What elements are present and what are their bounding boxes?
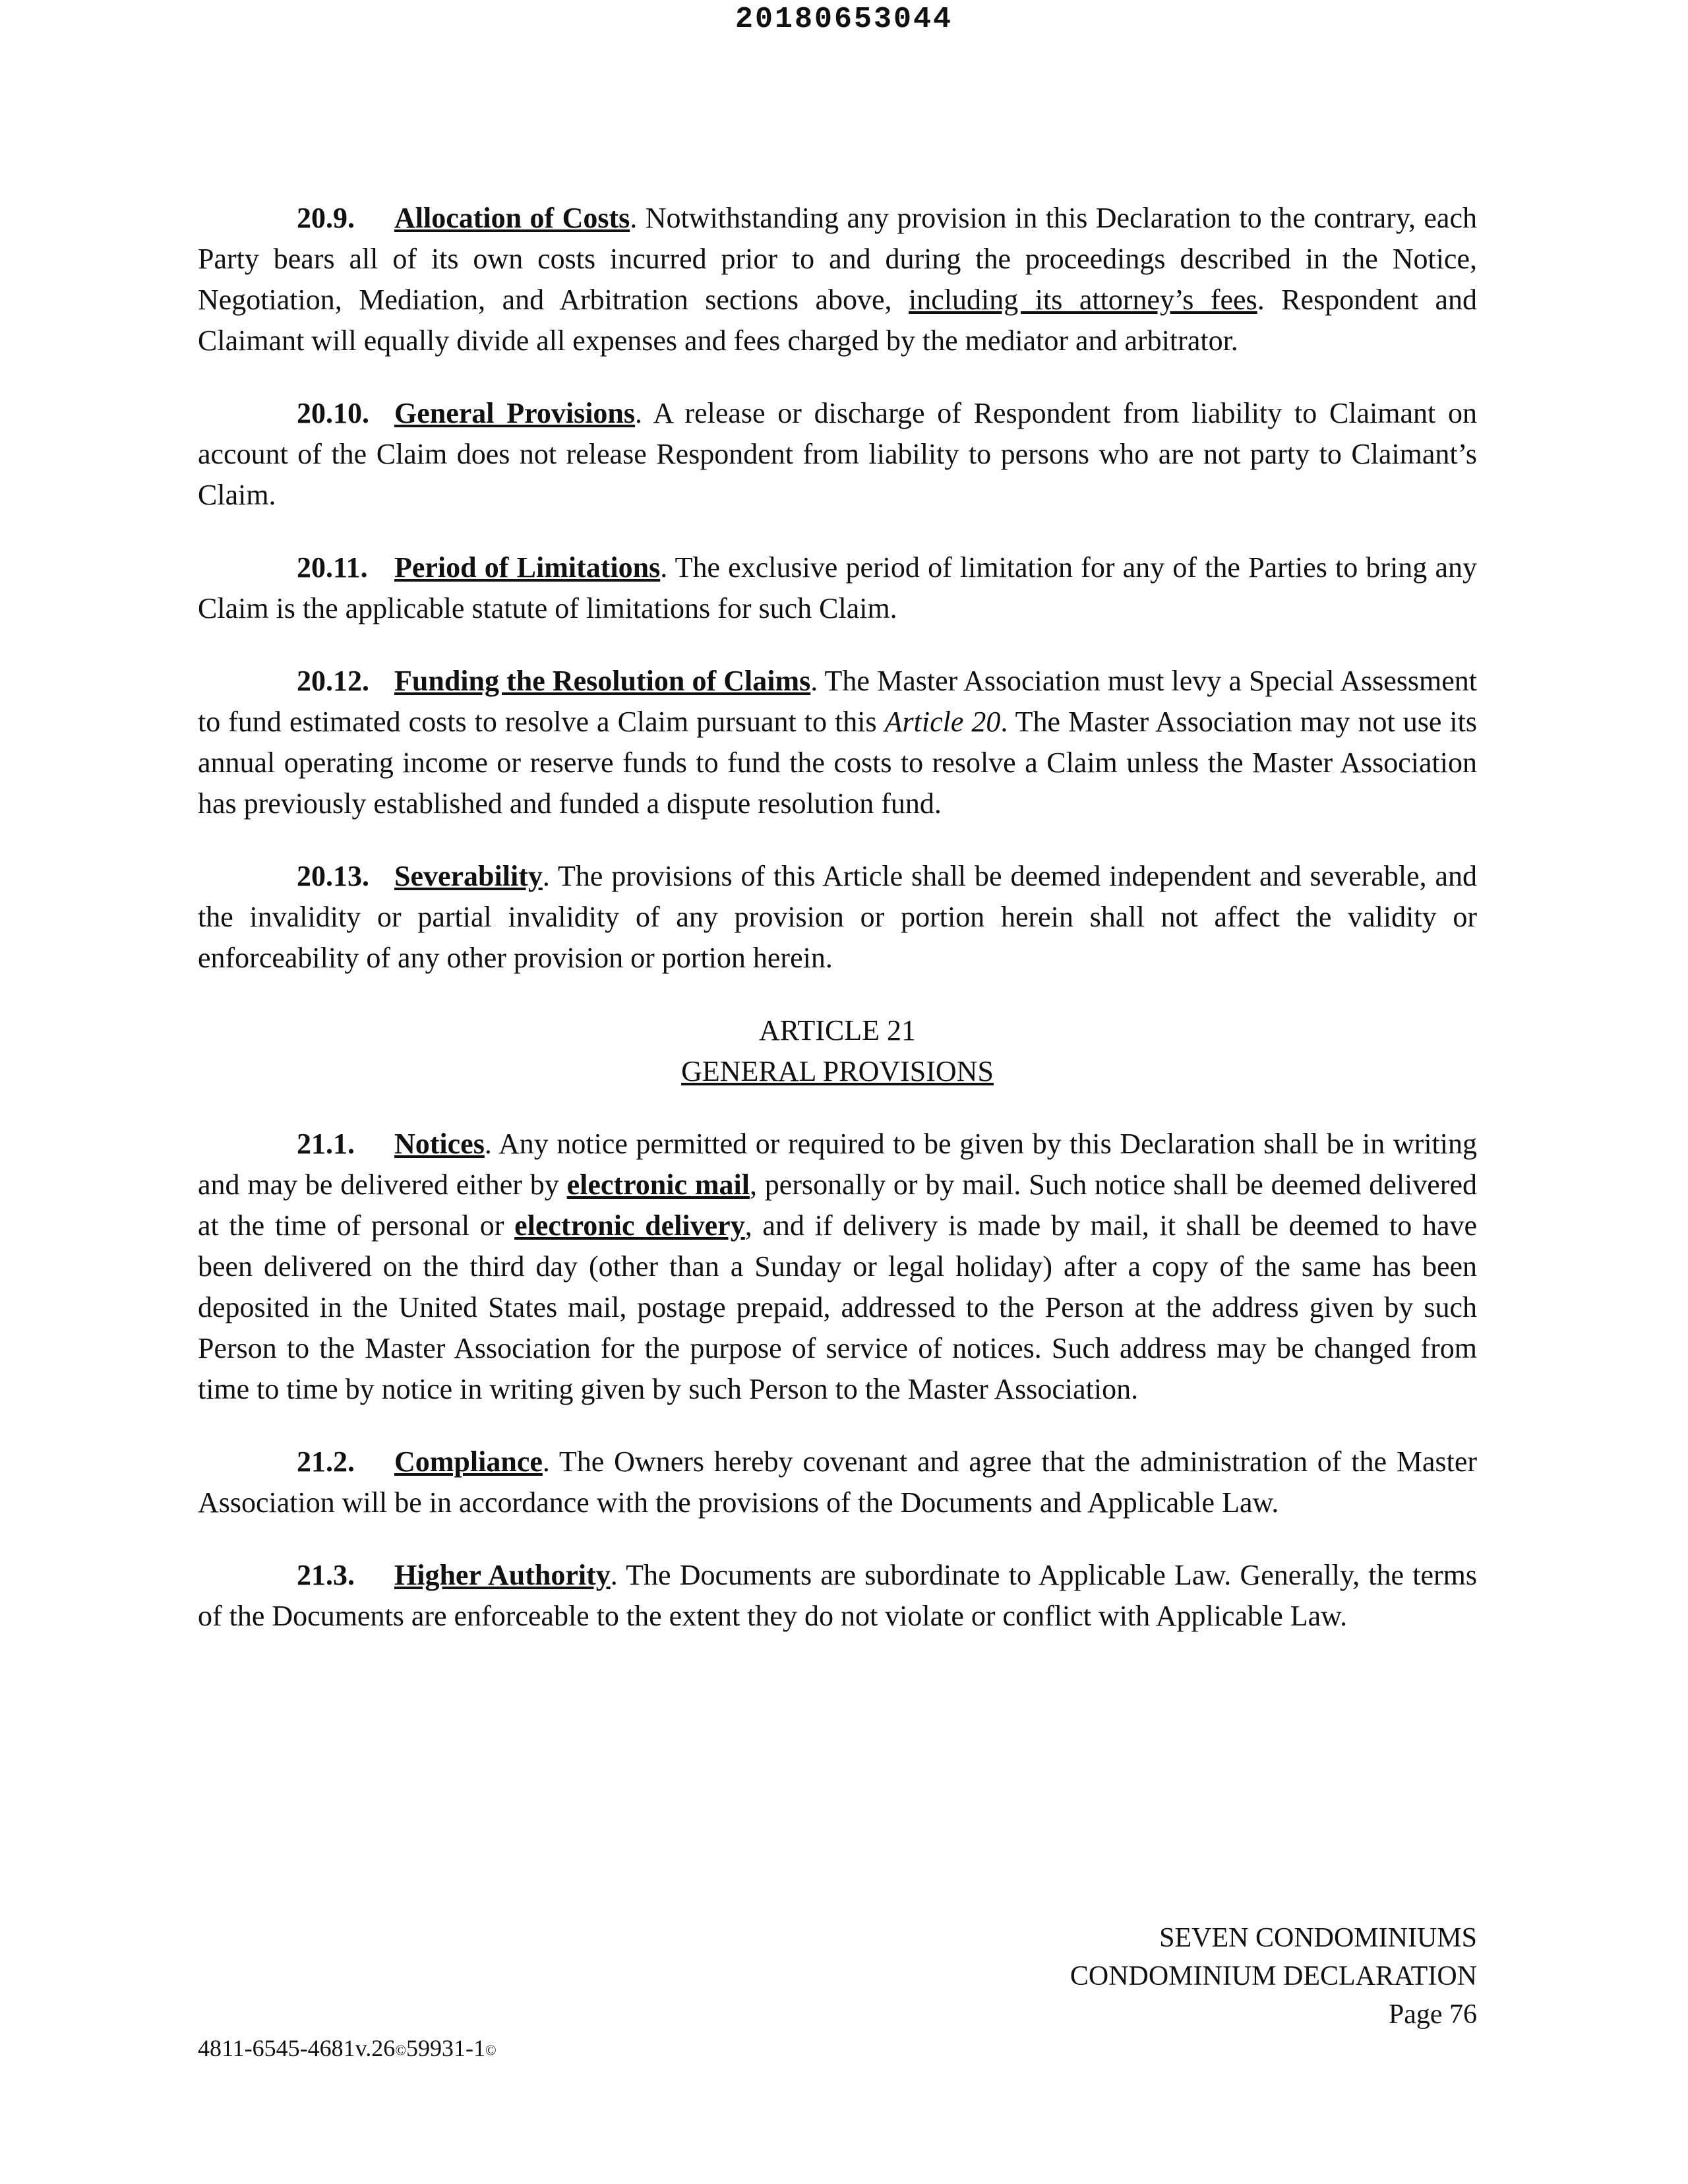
section-number: 20.11. (297, 551, 368, 584)
section-21-3 (198, 1555, 1477, 1637)
section-text: . The Master Association must levy a Special Assessment to fund estimated costs to resolve a Claim pursuant to this (198, 665, 1477, 738)
section-number: 21.2. (297, 1445, 355, 1478)
section-heading: Period of Limitations (394, 551, 661, 584)
mark-icon: © (395, 2042, 407, 2059)
section-20-9 (198, 198, 1477, 361)
section-heading: Notices (394, 1128, 485, 1160)
section-heading: General Provisions (394, 397, 636, 429)
section-20-11 (198, 547, 1477, 629)
article-heading (198, 1010, 1477, 1092)
section-text: . Notwithstanding any provision in this Declaration to the contrary, each Party bears all of its own costs incurred prior to and during the proceedings described in the Notice, Negotiation, Mediation, and Arbitration sections above, (198, 202, 1477, 316)
section-21-2 (198, 1441, 1477, 1523)
section-text: , and if delivery is made by mail, it shall be deemed to have been delivered on the third day (other than a Sunday or legal holiday) after a copy of the same has been deposited in the United States mail, postage prepaid, addressed to the Person at the address given by such Person to the Master Association for the purpose of service of notices. Such address may be changed from time to time by notice in writing given by such Person to the Master Association. (198, 1209, 1478, 1405)
section-number: 21.1. (297, 1128, 355, 1160)
section-heading: Severability (394, 860, 543, 892)
footer-line-2: CONDOMINIUM DECLARATION (1070, 1961, 1477, 1991)
footer-document-id (198, 2034, 497, 2062)
doc-id-part-a: 4811-6545-4681v.26 (198, 2035, 396, 2061)
footer-title-block (1070, 1919, 1477, 2034)
section-text: . Any notice permitted or required to be given by this Declaration shall be in writing and may be delivered either by (198, 1128, 1477, 1201)
section-heading: Higher Authority (394, 1559, 611, 1591)
section-text: . The Master Association may not use its annual operating income or reserve funds to fund the costs to resolve a Claim unless the Master Association has previously established and funded a dispute resolution fund. (198, 706, 1478, 820)
article-title: GENERAL PROVISIONS (681, 1055, 994, 1087)
page-body (198, 198, 1477, 1668)
section-20-10 (198, 393, 1477, 516)
document-number: 20180653044 (735, 3, 953, 36)
section-text: . A release or discharge of Respondent from liability to Claimant on account of the Claim does not release Respondent from liability to persons who are not party to Claimant’s Claim. (198, 397, 1477, 511)
bold-underlined-phrase: electronic delivery (514, 1209, 745, 1242)
section-21-1 (198, 1124, 1477, 1410)
doc-id-part-b: 59931-1 (406, 2035, 486, 2061)
page-number: Page 76 (1388, 1999, 1477, 2030)
footer-line-1: SEVEN CONDOMINIUMS (1159, 1923, 1477, 1953)
section-20-13 (198, 856, 1477, 979)
section-heading: Compliance (394, 1445, 543, 1478)
section-heading: Funding the Resolution of Claims (394, 665, 811, 697)
bold-underlined-phrase: electronic mail (566, 1168, 750, 1201)
section-number: 20.9. (297, 202, 355, 234)
underlined-phrase: including its attorney’s fees (909, 284, 1257, 316)
section-number: 20.10. (297, 397, 369, 429)
section-text: . Respondent and Claimant will equally divide all expenses and fees charged by the mediator and arbitrator. (198, 284, 1477, 357)
section-text: , personally or by mail. Such notice shall be deemed delivered at the time of personal or (198, 1168, 1477, 1242)
section-text: . The exclusive period of limitation for any of the Parties to bring any Claim is the applicable statute of limitations for such Claim. (198, 551, 1477, 624)
section-text: . The provisions of this Article shall be deemed independent and severable, and the invalidity or partial invalidity of any provision or portion herein shall not affect the validity or enforceability of any other provision or portion herein. (198, 860, 1477, 974)
section-number: 20.12. (297, 665, 369, 697)
section-number: 21.3. (297, 1559, 355, 1591)
article-reference: Article 20 (884, 706, 1001, 738)
section-text: . The Owners hereby covenant and agree that the administration of the Master Association will be in accordance with the provisions of the Documents and Applicable Law. (198, 1445, 1477, 1519)
article-number: ARTICLE 21 (758, 1014, 917, 1046)
mark-icon: © (485, 2042, 497, 2059)
section-number: 20.13. (297, 860, 369, 892)
section-heading: Allocation of Costs (394, 202, 630, 234)
section-text: . The Documents are subordinate to Applicable Law. Generally, the terms of the Documents are enforceable to the extent they do not violate or conflict with Applicable Law. (198, 1559, 1477, 1632)
section-20-12 (198, 661, 1477, 824)
